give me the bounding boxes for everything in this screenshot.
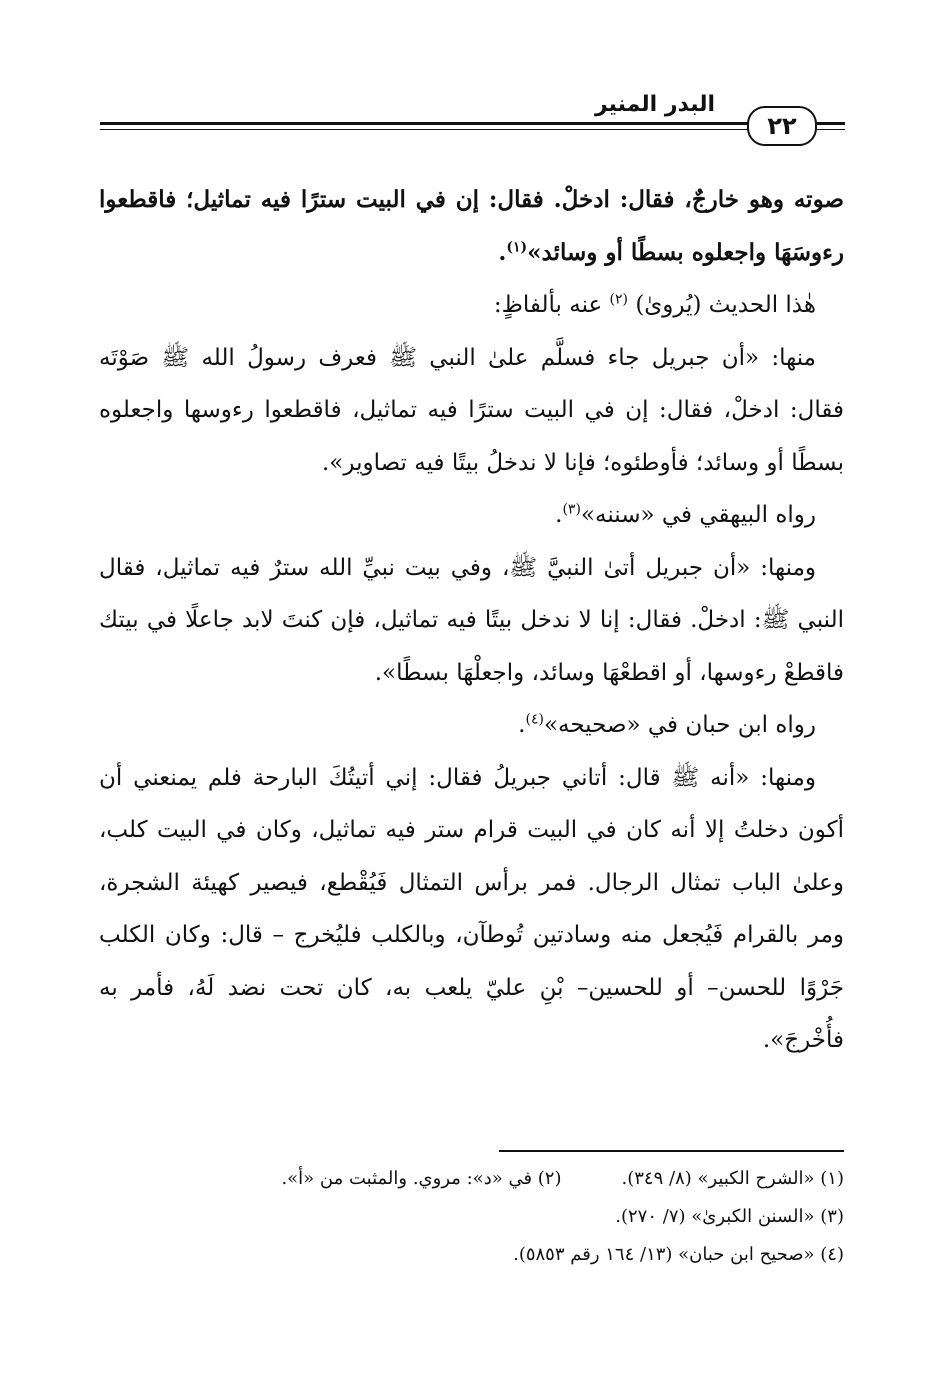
footnote-ref-2: (٢) xyxy=(609,291,629,308)
footnote-row-3 xyxy=(99,1236,844,1274)
footnote-ref-3: (٣) xyxy=(562,501,581,518)
footnote-separator xyxy=(499,1150,844,1152)
paragraph-1 xyxy=(99,174,844,279)
header-rule-right-thin xyxy=(815,129,845,130)
paragraph-6 xyxy=(99,699,844,752)
paragraph-4-end: . xyxy=(555,502,563,528)
header-rule-thin xyxy=(100,129,750,130)
paragraph-5: ومنها: «أن جبريل أتىٰ النبيَّ ﷺ، وفي بيت نبيِّ الله سترٌ فيه تماثيل، فقال النبي ﷺ: ادخلْ. فقال: إنا لا ندخل بيتًا فيه تماثيل، فإن كنتَ لابد جاعلًا في بيتك فاقطعْ رءوسها، أو اقطعْهَا وسائد، واجعلْهَا بسطًا». xyxy=(99,554,844,686)
header-rule-thick xyxy=(100,122,750,125)
running-title: البدر المنير xyxy=(594,92,715,117)
page-number: ٢٢ xyxy=(747,106,817,146)
paragraph-1-end: . xyxy=(498,238,507,266)
main-text xyxy=(99,174,844,1067)
paragraph-6-text: رواه ابن حبان في «صحيحه» xyxy=(543,712,816,738)
header-rule-right-thick xyxy=(815,122,845,125)
paragraph-2-end: عنه بألفاظٍ: xyxy=(493,292,610,318)
paragraph-7: ومنها: «أنه ﷺ قال: أتاني جبريلُ فقال: إني أتيتُكَ البارحة فلم يمنعني أن أكون دخلتُ إلا أنه كان في البيت قرام ستر فيه تماثيل، وكان في البيت كلب، وعلىٰ الباب تمثال الرجال. فمر برأس التمثال فَيُقْطع، فيصير كهيئة الشجرة، ومر بالقرام فَيُجعل منه وسادتين تُوطآن، وبالكلب فليُخرج – قال: وكان الكلب جَرْوًا للحسن– أو للحسين– بْنِ عليّ يلعب به، كان تحت نضد لَهُ، فأمر به فأُخْرجَ». xyxy=(99,764,844,1053)
footnote-row-1 xyxy=(99,1160,844,1198)
footnote-ref-4: (٤) xyxy=(525,711,544,728)
paragraph-4-text: رواه البيهقي في «سننه» xyxy=(580,502,816,528)
footnote-1: (١) «الشرح الكبير» (٨/ ٣٤٩). xyxy=(621,1168,844,1189)
paragraph-1-text: صوته وهو خارجٌ، فقال: ادخلْ. فقال: إن في البيت سترًا فيه تماثيل؛ فاقطعوا رءوسَهَا واجعلوه بسطًا أو وسائد» xyxy=(99,186,844,266)
footnote-ref-1: (١) xyxy=(506,238,528,255)
paragraph-2-text: هٰذا الحديث (يُروىٰ) xyxy=(628,292,816,318)
footnote-4: (٤) «صحيح ابن حبان» (١٣/ ١٦٤ رقم ٥٨٥٣). xyxy=(513,1244,844,1265)
footnotes xyxy=(99,1160,844,1274)
paragraph-6-end: . xyxy=(518,712,526,738)
footnote-row-2 xyxy=(99,1198,844,1236)
footnote-2: (٢) في «د»: مروي. والمثبت من «أ». xyxy=(281,1168,562,1189)
paragraph-2 xyxy=(99,279,844,332)
paragraph-3: منها: «أن جبريل جاء فسلَّم علىٰ النبي ﷺ فعرف رسولُ الله ﷺ صَوْتَه فقال: ادخلْ، فقال: إن في البيت سترًا فيه تماثيل، فاقطعوا رءوسها واجعلوه بسطًا أو وسائد؛ فأوطئوه؛ فإنا لا ندخلُ بيتًا فيه تصاوير». xyxy=(99,344,844,476)
page-header xyxy=(100,92,845,152)
paragraph-4 xyxy=(99,489,844,542)
footnote-3: (٣) «السنن الكبرىٰ» (٧/ ٢٧٠). xyxy=(615,1206,844,1227)
